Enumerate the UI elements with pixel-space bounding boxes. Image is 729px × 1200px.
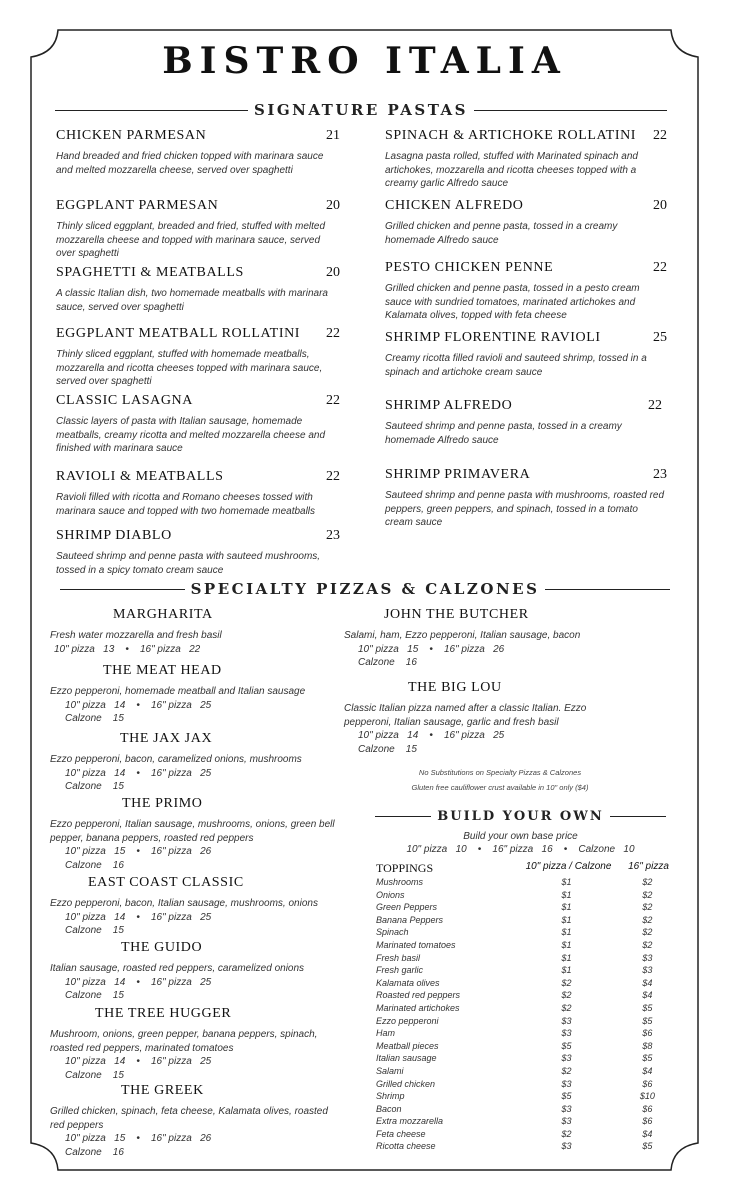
topping-name: Mushrooms xyxy=(376,877,424,887)
pizza-description: Italian sausage, roasted red peppers, caramelized onions xyxy=(50,963,305,974)
topping-row xyxy=(376,914,676,927)
pizza-sizes: 10" pizza 15 • 16" pizza 26 xyxy=(65,846,212,857)
item-description: Sauteed shrimp and penne pasta, tossed in a creamy homemade Alfredo sauce xyxy=(385,421,622,446)
topping-large-price: $5 xyxy=(642,1141,653,1152)
topping-name: Feta cheese xyxy=(376,1128,426,1139)
topping-name: Shrimp xyxy=(376,1091,405,1102)
pasta-item xyxy=(385,198,667,247)
pasta-item xyxy=(56,265,340,314)
topping-large-price: $6 xyxy=(642,1078,653,1089)
topping-small-price: $3 xyxy=(561,1141,572,1152)
pizza-sizes: 10" pizza 13 • 16" pizza 22 xyxy=(54,643,201,655)
item-price: 23 xyxy=(326,528,340,543)
build-base-prices: 10" pizza 10 • 16" pizza 16 • Calzone 10 xyxy=(406,844,635,855)
topping-name: Onions xyxy=(376,889,405,900)
pizza-description: Ezzo pepperoni, bacon, Italian sausage, mushrooms, onions xyxy=(50,898,318,909)
pizza-sizes: 10" pizza 14 • 16" pizza 25 xyxy=(65,699,212,711)
topping-row xyxy=(376,1027,676,1040)
topping-small-price: $2 xyxy=(561,977,572,988)
topping-name: Meatball pieces xyxy=(376,1040,439,1051)
topping-large-price: $3 xyxy=(642,965,653,976)
pizza-item xyxy=(50,607,350,656)
pizza-name: THE JAX JAX xyxy=(120,731,213,746)
pizza-name: JOHN THE BUTCHER xyxy=(384,607,529,622)
pizza-item xyxy=(50,1006,335,1082)
pizza-name: THE BIG LOU xyxy=(408,680,502,695)
pasta-item xyxy=(56,198,340,261)
topping-large-price: $4 xyxy=(642,1065,653,1076)
pizza-item xyxy=(50,731,350,794)
topping-row xyxy=(376,1052,676,1065)
pizza-description: Salami, ham, Ezzo pepperoni, Italian sausage, bacon xyxy=(344,630,581,641)
pizza-description: Ezzo pepperoni, homemade meatball and Italian sausage xyxy=(50,686,306,697)
item-description: Grilled chicken and penne pasta, tossed in a creamy homemade Alfredo sauce xyxy=(385,221,618,246)
pizza-name: EAST COAST CLASSIC xyxy=(88,875,244,890)
calzone-price: Calzone 16 xyxy=(358,657,417,668)
pizza-description: Ezzo pepperoni, Italian sausage, mushrooms, onions, green bell pepper, banana peppers, roasted red peppers xyxy=(50,819,335,844)
topping-small-price: $1 xyxy=(561,939,572,950)
topping-row xyxy=(376,1078,676,1091)
topping-large-price: $2 xyxy=(642,927,653,938)
item-price: 22 xyxy=(326,326,340,341)
calzone-price: Calzone 15 xyxy=(65,713,124,724)
pasta-item xyxy=(385,398,662,447)
item-name: RAVIOLI & MEATBALLS xyxy=(56,469,224,484)
topping-name: Fresh garlic xyxy=(376,965,424,976)
pizza-name: THE GUIDO xyxy=(121,940,203,955)
topping-row xyxy=(376,1040,676,1053)
item-price: 20 xyxy=(653,198,667,213)
topping-row xyxy=(376,1015,676,1028)
topping-row xyxy=(376,1090,676,1103)
topping-large-price: $5 xyxy=(642,1002,653,1013)
pizza-item xyxy=(50,1083,335,1159)
topping-row xyxy=(376,1128,676,1141)
calzone-price: Calzone 15 xyxy=(65,925,124,936)
pizza-item xyxy=(344,680,599,756)
build-subtitle: Build your own base price xyxy=(463,831,578,842)
topping-name: Grilled chicken xyxy=(376,1078,436,1089)
topping-small-price: $1 xyxy=(561,902,572,913)
pizza-description: Fresh water mozzarella and fresh basil xyxy=(50,630,222,641)
divider-line xyxy=(474,110,667,111)
topping-small-price: $2 xyxy=(561,990,572,1001)
item-price: 22 xyxy=(653,128,667,143)
item-description: Lasagna pasta rolled, stuffed with Marinated spinach and artichokes, mozzarella and ricotta cheeses topped with a creamy garlic Alfredo sauce xyxy=(385,151,638,189)
large-price-header: 16" pizza xyxy=(628,861,669,872)
pasta-item xyxy=(56,528,340,577)
specialty-note: No Substitutions on Specialty Pizzas & Calzones xyxy=(418,768,582,777)
topping-name: Roasted red peppers xyxy=(376,990,461,1001)
item-name: SHRIMP PRIMAVERA xyxy=(385,467,531,482)
menu-title: BISTRO ITALIA xyxy=(162,40,567,82)
topping-large-price: $5 xyxy=(642,1015,653,1026)
pizza-sizes: 10" pizza 14 • 16" pizza 25 xyxy=(65,767,212,779)
topping-small-price: $5 xyxy=(561,1091,572,1102)
topping-large-price: $10 xyxy=(639,1091,655,1102)
item-price: 20 xyxy=(326,265,340,280)
topping-name: Marinated tomatoes xyxy=(376,939,456,950)
pizza-section-title: SPECIALTY PIZZAS & CALZONES xyxy=(190,580,540,598)
topping-row xyxy=(376,1140,676,1153)
pasta-item xyxy=(56,128,340,177)
topping-large-price: $6 xyxy=(642,1028,653,1039)
topping-row xyxy=(376,952,676,965)
topping-row xyxy=(376,964,676,977)
item-description: A classic Italian dish, two homemade meatballs with marinara sauce, served over spaghetti xyxy=(56,288,328,313)
topping-small-price: $3 xyxy=(561,1015,572,1026)
pizza-item xyxy=(50,940,350,1003)
topping-name: Ricotta cheese xyxy=(376,1141,436,1152)
topping-large-price: $6 xyxy=(642,1103,653,1114)
calzone-price: Calzone 16 xyxy=(65,1146,124,1158)
topping-small-price: $1 xyxy=(561,927,572,938)
item-price: 22 xyxy=(653,260,667,275)
pasta-item xyxy=(385,128,667,191)
item-name: CHICKEN PARMESAN xyxy=(56,128,207,143)
divider-line xyxy=(545,589,670,590)
topping-row xyxy=(376,989,676,1002)
pizza-name: THE PRIMO xyxy=(122,796,203,811)
topping-row xyxy=(376,1065,676,1078)
item-name: CLASSIC LASAGNA xyxy=(56,393,193,408)
topping-large-price: $3 xyxy=(642,952,653,963)
item-description: Grilled chicken and penne pasta, tossed in a pesto cream sauce with sundried tomatoes, marinated artichokes and Kalamata olives, topped with feta cheese xyxy=(385,283,640,321)
topping-large-price: $6 xyxy=(642,1116,653,1127)
divider-line xyxy=(55,110,248,111)
topping-row xyxy=(376,926,676,939)
topping-large-price: $8 xyxy=(642,1040,653,1051)
pizza-sizes: 10" pizza 15 • 16" pizza 26 xyxy=(358,643,505,655)
pizza-sizes: 10" pizza 15 • 16" pizza 26 xyxy=(65,1133,212,1144)
pizza-name: THE TREE HUGGER xyxy=(95,1006,232,1021)
topping-large-price: $2 xyxy=(642,914,653,925)
topping-name: Bacon xyxy=(376,1103,402,1114)
item-name: SPAGHETTI & MEATBALLS xyxy=(56,265,244,280)
topping-name: Banana Peppers xyxy=(376,914,444,925)
build-section-header xyxy=(375,809,666,824)
topping-small-price: $3 xyxy=(561,1116,572,1127)
topping-large-price: $4 xyxy=(642,990,653,1001)
topping-name: Extra mozzarella xyxy=(376,1116,444,1127)
item-price: 23 xyxy=(653,467,667,482)
topping-row xyxy=(376,939,676,952)
topping-large-price: $2 xyxy=(642,877,653,887)
item-name: SHRIMP DIABLO xyxy=(56,528,172,543)
calzone-price: Calzone 16 xyxy=(65,859,124,871)
pasta-item xyxy=(56,469,340,518)
calzone-price: Calzone 15 xyxy=(358,743,417,755)
item-price: 22 xyxy=(326,393,340,408)
topping-name: Fresh basil xyxy=(376,952,421,963)
calzone-price: Calzone 15 xyxy=(65,781,124,792)
topping-row xyxy=(376,977,676,990)
gluten-free-note: Gluten free cauliflower crust available in 10" only ($4) xyxy=(411,783,589,792)
topping-small-price: $3 xyxy=(561,1103,572,1114)
topping-small-price: $1 xyxy=(561,914,572,925)
pizza-name: THE MEAT HEAD xyxy=(103,663,222,678)
topping-small-price: $3 xyxy=(561,1078,572,1089)
topping-large-price: $2 xyxy=(642,889,653,900)
item-price: 20 xyxy=(326,198,340,213)
item-description: Classic layers of pasta with Italian sausage, homemade meatballs, creamy ricotta and melted mozzarella cheese and finished with marinara sauce xyxy=(56,416,326,454)
item-name: SHRIMP ALFREDO xyxy=(385,398,513,413)
topping-small-price: $1 xyxy=(561,889,572,900)
topping-row xyxy=(376,1002,676,1015)
topping-small-price: $5 xyxy=(561,1040,572,1051)
topping-name: Green Peppers xyxy=(376,902,438,913)
item-price: 21 xyxy=(326,128,340,143)
topping-small-price: $2 xyxy=(561,1065,572,1076)
item-name: SPINACH & ARTICHOKE ROLLATINI xyxy=(385,128,637,143)
item-description: Sauteed shrimp and penne pasta with sauteed mushrooms, tossed in a spicy tomato cream sauce xyxy=(56,551,321,576)
pasta-item xyxy=(385,467,667,530)
topping-large-price: $4 xyxy=(642,1128,653,1139)
topping-small-price: $2 xyxy=(561,1002,572,1013)
pizza-sizes: 10" pizza 14 • 16" pizza 25 xyxy=(65,976,212,988)
item-description: Thinly sliced eggplant, stuffed with homemade meatballs, mozzarella and ricotta cheeses topped with marinara sauce, served over spaghetti xyxy=(56,349,323,387)
item-price: 25 xyxy=(653,330,667,345)
topping-name: Salami xyxy=(376,1065,404,1076)
item-name: EGGPLANT PARMESAN xyxy=(56,198,219,213)
topping-small-price: $1 xyxy=(561,877,572,887)
pizza-sizes: 10" pizza 14 • 16" pizza 25 xyxy=(358,730,505,741)
topping-small-price: $3 xyxy=(561,1053,572,1064)
pizza-description: Grilled chicken, spinach, feta cheese, Kalamata olives, roasted red peppers xyxy=(50,1106,328,1131)
item-name: SHRIMP FLORENTINE RAVIOLI xyxy=(385,330,601,345)
topping-name: Marinated artichokes xyxy=(376,1002,460,1013)
item-name: CHICKEN ALFREDO xyxy=(385,198,524,213)
pizza-item xyxy=(344,607,644,670)
topping-row xyxy=(376,1103,676,1116)
pasta-section-title: SIGNATURE PASTAS xyxy=(253,101,469,119)
item-price: 22 xyxy=(648,398,662,413)
pizza-description: Mushroom, onions, green pepper, banana peppers, spinach, roasted red peppers, marinated tomatoes xyxy=(50,1029,318,1054)
topping-name: Italian sausage xyxy=(376,1053,437,1064)
item-name: PESTO CHICKEN PENNE xyxy=(385,260,554,275)
calzone-price: Calzone 15 xyxy=(65,1069,124,1081)
topping-name: Spinach xyxy=(376,927,409,938)
topping-row xyxy=(376,1115,676,1128)
pasta-item xyxy=(385,260,667,323)
topping-name: Ezzo pepperoni xyxy=(376,1015,439,1026)
build-section-title: BUILD YOUR OWN xyxy=(437,809,604,824)
topping-large-price: $4 xyxy=(642,977,653,988)
divider-line xyxy=(610,816,666,817)
topping-large-price: $2 xyxy=(642,939,653,950)
pasta-item xyxy=(385,330,667,379)
pasta-section-header xyxy=(55,101,667,119)
pizza-name: MARGHARITA xyxy=(113,607,213,622)
topping-small-price: $1 xyxy=(561,952,572,963)
pizza-description: Classic Italian pizza named after a classic Italian. Ezzo pepperoni, Italian sausage, garlic and fresh basil xyxy=(344,703,587,728)
topping-large-price: $5 xyxy=(642,1053,653,1064)
pizza-section-header xyxy=(60,580,670,598)
small-price-header: 10" pizza / Calzone xyxy=(525,861,612,872)
pizza-item xyxy=(50,875,350,938)
topping-small-price: $3 xyxy=(561,1028,572,1039)
item-name: EGGPLANT MEATBALL ROLLATINI xyxy=(56,326,301,341)
pizza-sizes: 10" pizza 14 • 16" pizza 25 xyxy=(65,911,212,923)
pizza-item xyxy=(50,663,350,726)
item-description: Hand breaded and fried chicken topped with marinara sauce and melted mozzarella cheese, served over spaghetti xyxy=(56,151,324,176)
item-description: Ravioli filled with ricotta and Romano cheeses tossed with marinara sauce and topped with two homemade meatballs xyxy=(56,492,316,517)
pizza-sizes: 10" pizza 14 • 16" pizza 25 xyxy=(65,1056,212,1067)
toppings-header xyxy=(376,861,676,876)
topping-small-price: $1 xyxy=(561,965,572,976)
topping-row xyxy=(376,901,676,914)
divider-line xyxy=(60,589,185,590)
pasta-item xyxy=(56,326,340,389)
topping-row xyxy=(376,889,676,902)
topping-large-price: $2 xyxy=(642,902,653,913)
toppings-label: TOPPINGS xyxy=(376,861,434,875)
divider-line xyxy=(375,816,431,817)
topping-name: Ham xyxy=(376,1028,396,1039)
pasta-item xyxy=(56,393,340,456)
pizza-description: Ezzo pepperoni, bacon, caramelized onions, mushrooms xyxy=(50,754,302,765)
calzone-price: Calzone 15 xyxy=(65,990,124,1001)
topping-small-price: $2 xyxy=(561,1128,572,1139)
pizza-item xyxy=(50,796,335,872)
topping-row xyxy=(376,876,676,889)
item-description: Sauteed shrimp and penne pasta with mushrooms, roasted red peppers, green peppers, and spinach, tossed in a tomato cream sauce xyxy=(385,490,665,528)
item-price: 22 xyxy=(326,469,340,484)
pizza-name: THE GREEK xyxy=(121,1083,204,1098)
topping-name: Kalamata olives xyxy=(376,977,440,988)
toppings-list xyxy=(376,876,676,1153)
item-description: Creamy ricotta filled ravioli and sauteed shrimp, tossed in a spinach and artichoke cream sauce xyxy=(385,353,647,378)
item-description: Thinly sliced eggplant, breaded and fried, stuffed with melted mozzarella cheese and topped with marinara sauce, served over spaghetti xyxy=(56,221,326,259)
